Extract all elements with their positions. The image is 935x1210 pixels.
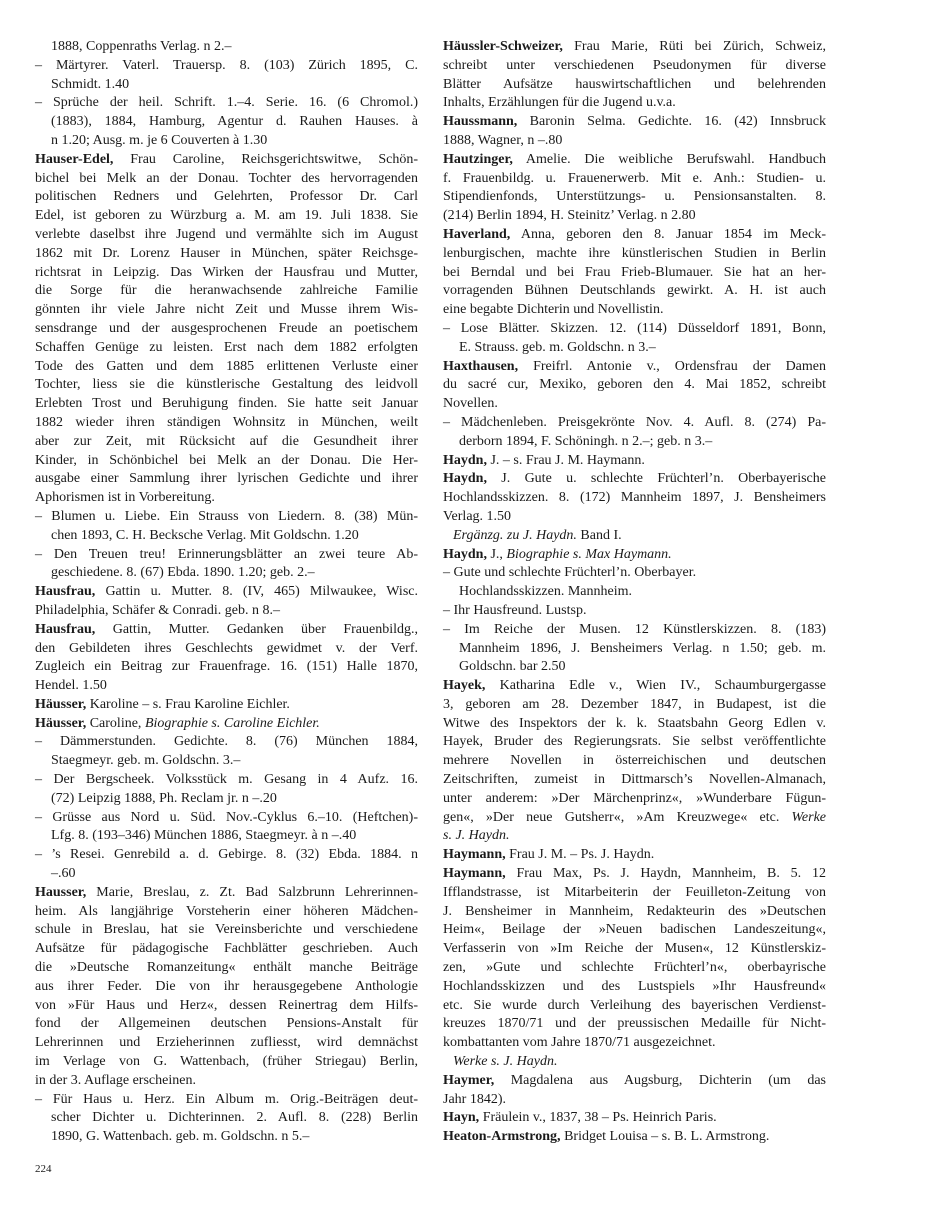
entry-text: f. Frauenbildg. u. Frauenerwerb. Mit e. Anh.: Studien- u. bbox=[443, 170, 826, 186]
text-line bbox=[443, 527, 826, 546]
text-line bbox=[35, 884, 418, 903]
text-line bbox=[35, 339, 418, 358]
entry-text: (72) Leipzig 1888, Ph. Reclam jr. n –.20 bbox=[51, 790, 277, 806]
text-line bbox=[35, 1109, 418, 1128]
entry-text: – Der Bergscheek. Volksstück m. Gesang in 4 Aufz. 16. bbox=[35, 772, 418, 788]
entry-text: ausgabe einer Sammlung ihrer lyrischen Gedichte und ihrer bbox=[35, 471, 418, 487]
text-line bbox=[443, 508, 826, 527]
entry-text: 3, geboren am 28. Dezember 1847, in Budapest, ist die bbox=[443, 696, 826, 712]
text-line bbox=[35, 733, 418, 752]
text-line bbox=[35, 959, 418, 978]
text-line bbox=[35, 696, 418, 715]
text-line bbox=[35, 188, 418, 207]
entry-text: Verfasserin von »Im Reiche der Musen«, 12 Künstlerskiz- bbox=[443, 941, 826, 957]
entry-text: den Gebildeten ihres Geschlechts gewidmet v. der Verf. bbox=[35, 640, 418, 656]
entry-text: richtsrat in Leipzig. Das Wirken der Hausfrau und Mutter, bbox=[35, 264, 418, 280]
text-line bbox=[443, 1091, 826, 1110]
entry-text: Verlag. 1.50 bbox=[443, 508, 512, 524]
text-line bbox=[443, 301, 826, 320]
entry-text: von »Für Haus und Herz«, dessen Reinertrag dem Hilfs- bbox=[35, 997, 418, 1013]
text-line bbox=[443, 658, 826, 677]
text-line bbox=[35, 470, 418, 489]
entry-text: 1882 wieder ihren ständigen Wohnsitz in München, weilt bbox=[35, 414, 418, 430]
entry-text: politischen Redners und Gelehrten, Professor Dr. Carl bbox=[35, 189, 418, 205]
text-line bbox=[443, 1072, 826, 1091]
entry-text: Hochlandsskizzen. 8. (172) Mannheim 1897, J. Bensheimers bbox=[443, 490, 826, 506]
text-line bbox=[443, 113, 826, 132]
text-line bbox=[35, 76, 418, 95]
text-line bbox=[35, 921, 418, 940]
entry-text: Erlebten Trost und Beruhigung finden. Sie hatte seit Januar bbox=[35, 396, 418, 412]
entry-text: E. Strauss. geb. m. Goldschn. n 3.– bbox=[459, 339, 656, 355]
entry-text: – Märtyrer. Vaterl. Trauersp. 8. (103) Zürich 1895, C. bbox=[35, 57, 418, 73]
text-line bbox=[35, 433, 418, 452]
text-line bbox=[35, 846, 418, 865]
entry-text: Amelie. Die weibliche Berufswahl. Handbuch bbox=[512, 151, 826, 167]
text-line bbox=[35, 809, 418, 828]
text-line bbox=[35, 376, 418, 395]
entry-text: heim. Als langjährige Vorsteherin einer höheren Mädchen- bbox=[35, 903, 418, 919]
entry-text: J. – s. Frau J. M. Haymann. bbox=[486, 452, 645, 468]
text-line bbox=[443, 640, 826, 659]
text-line bbox=[443, 358, 826, 377]
text-line bbox=[443, 376, 826, 395]
entry-text: Band I. bbox=[576, 527, 622, 543]
entry-text: gen«, »Der neue Gutsherr«, »Am Kreuzwege« etc. bbox=[443, 809, 792, 825]
text-line bbox=[443, 1128, 826, 1147]
text-line bbox=[443, 1034, 826, 1053]
text-line bbox=[443, 546, 826, 565]
entry-headword: Haymann, bbox=[443, 866, 506, 882]
text-line bbox=[443, 170, 826, 189]
entry-headword: Hausfrau, bbox=[35, 584, 96, 600]
entry-text: – Lose Blätter. Skizzen. 12. (114) Düsseldorf 1891, Bonn, bbox=[443, 320, 826, 336]
entry-text: Jahr 1842). bbox=[443, 1091, 506, 1107]
entry-text: Katharina Edle v., Wien IV., Schaumburgergasse bbox=[485, 678, 826, 694]
text-line bbox=[443, 696, 826, 715]
entry-headword: Hayn, bbox=[443, 1110, 480, 1126]
entry-text: etc. Sie wurde durch Verleihung des bayerischen Verdienst- bbox=[443, 997, 826, 1013]
entry-text: scher Dichter u. Dichterinnen. 2. Aufl. 8. (228) Berlin bbox=[51, 1110, 418, 1126]
text-line bbox=[35, 997, 418, 1016]
entry-text: J., bbox=[486, 546, 507, 562]
text-line bbox=[443, 921, 826, 940]
entry-headword: Haydn, bbox=[443, 471, 487, 487]
entry-text: Tode des Gatten und dem 1885 erlittenen Verluste einer bbox=[35, 358, 418, 374]
text-line bbox=[443, 790, 826, 809]
text-line bbox=[35, 1072, 418, 1091]
entry-text: – ’s Resei. Genrebild a. d. Gebirge. 8. (32) Ebda. 1884. n bbox=[35, 847, 418, 863]
text-line bbox=[35, 546, 418, 565]
text-line bbox=[35, 564, 418, 583]
text-line bbox=[35, 151, 418, 170]
text-line bbox=[35, 414, 418, 433]
text-line bbox=[35, 640, 418, 659]
entry-text: vorragenden Bühnen Deutschlands gewirkt. A. H. ist auch bbox=[443, 283, 826, 299]
text-line bbox=[443, 733, 826, 752]
entry-text: Frau Max, Ps. J. Haydn, Mannheim, B. 5. 12 bbox=[505, 866, 826, 882]
italic-text: Biographie s. Caroline Eichler. bbox=[144, 715, 320, 731]
entry-text: Hochlandsskizzen. Mannheim. bbox=[459, 584, 633, 600]
text-line bbox=[35, 57, 418, 76]
entry-text: –.60 bbox=[51, 866, 76, 882]
entry-text: 1862 mit Dr. Lorenz Hauser in München, später Reichsge- bbox=[35, 245, 418, 261]
text-line bbox=[443, 395, 826, 414]
entry-text: J. Bensheimer in Mannheim, Redakteurin des »Deutschen bbox=[443, 903, 826, 919]
entry-text: (214) Berlin 1894, H. Steinitz’ Verlag. n 2.80 bbox=[443, 208, 696, 224]
entry-text: Frau Caroline, Reichsgerichtswitwe, Schön- bbox=[113, 151, 418, 167]
entry-text: du sacré cur, Mexiko, geboren den 4. Mai 1852, schreibt bbox=[443, 377, 826, 393]
text-line bbox=[35, 282, 418, 301]
entry-text: Philadelphia, Schäfer & Conradi. geb. n 8.– bbox=[35, 602, 280, 618]
text-line bbox=[443, 207, 826, 226]
text-line bbox=[35, 752, 418, 771]
entry-headword: Haydn, bbox=[443, 452, 487, 468]
entry-text: Magdalena aus Augsburg, Dichterin (um das bbox=[494, 1072, 826, 1088]
text-line bbox=[443, 320, 826, 339]
entry-text: Heim«, Beilage der »Neuen badischen Landeszeitung«, bbox=[443, 922, 826, 938]
entry-text: Zugleich ein Beitrag zur Frauenfrage. 16. (151) Halle 1870, bbox=[35, 659, 418, 675]
entry-text: gönnten ihr viele Jahre nicht Zeit und Musse ihrem Wis- bbox=[35, 302, 418, 318]
text-line bbox=[35, 358, 418, 377]
entry-text: – Dämmerstunden. Gedichte. 8. (76) München 1884, bbox=[35, 734, 418, 750]
text-line bbox=[443, 602, 826, 621]
text-line bbox=[443, 188, 826, 207]
text-line bbox=[443, 827, 826, 846]
entry-headword: Hausser, bbox=[35, 884, 87, 900]
entry-text: Blätter Aufsätze hauswirtschaftlichen und belehrenden bbox=[443, 76, 826, 92]
text-line bbox=[35, 1053, 418, 1072]
italic-text: Werke bbox=[791, 809, 826, 825]
entry-text: schreibt unter verschiedenen Pseudonymen für diverse bbox=[443, 57, 826, 73]
entry-text: Aphorismen ist in Vorbereitung. bbox=[35, 490, 215, 506]
text-line bbox=[443, 339, 826, 358]
entry-text: Hendel. 1.50 bbox=[35, 678, 107, 694]
entry-text: bei Berndal und bei Frau Frieb-Blumauer. Sie hat an her- bbox=[443, 264, 826, 280]
entry-text: (1883), 1884, Hamburg, Agentur d. Rauhen Hauses. à bbox=[51, 114, 418, 130]
entry-text: 1888, Wagner, n –.80 bbox=[443, 132, 563, 148]
text-line bbox=[443, 151, 826, 170]
entry-text: Ifflandstrasse, ist Mitarbeiterin der Feuilleton-Zeitung von bbox=[443, 884, 826, 900]
text-line bbox=[443, 809, 826, 828]
entry-text: – Für Haus u. Herz. Ein Album m. Orig.-Beiträgen deut- bbox=[35, 1091, 418, 1107]
entry-text: Kinder, in Schönbichel bei Melk an der Donau. Die Her- bbox=[35, 452, 418, 468]
entry-text: Frau Marie, Rüti bei Zürich, Schweiz, bbox=[562, 39, 826, 54]
text-line bbox=[443, 1053, 826, 1072]
entry-text: derborn 1894, F. Schöningh. n 2.–; geb. n 3.– bbox=[459, 433, 713, 449]
entry-text: – Den Treuen treu! Erinnerungsblätter an zwei teure Ab- bbox=[35, 546, 418, 562]
entry-text: Inhalts, Erzählungen für die Jugend u.v.a. bbox=[443, 95, 676, 111]
text-line bbox=[35, 1091, 418, 1110]
text-line bbox=[443, 414, 826, 433]
entry-text: Caroline, bbox=[86, 715, 145, 731]
italic-text: Werke s. J. Haydn. bbox=[453, 1054, 558, 1070]
entry-text: kreuzes 1870/71 und der preussischen Medaille für Nicht- bbox=[443, 1016, 826, 1032]
text-line bbox=[35, 508, 418, 527]
text-line bbox=[443, 997, 826, 1016]
text-line bbox=[443, 771, 826, 790]
text-line bbox=[35, 395, 418, 414]
right-column bbox=[443, 38, 826, 1147]
entry-headword: Hauser-Edel, bbox=[35, 151, 114, 167]
entry-text: unter anderem: »Der Märchenprinz«, »Wunderbare Fügun- bbox=[443, 790, 826, 806]
entry-text: Freifrl. Antonie v., Ordensfrau der Damen bbox=[518, 358, 826, 374]
text-line bbox=[35, 489, 418, 508]
text-line bbox=[443, 715, 826, 734]
entry-headword: Haxthausen, bbox=[443, 358, 519, 374]
entry-text: J. Gute u. schlechte Früchterl’n. Oberbayerische bbox=[486, 471, 826, 487]
text-line bbox=[443, 903, 826, 922]
entry-text: n 1.20; Ausg. m. je 6 Couverten à 1.30 bbox=[51, 132, 268, 148]
entry-text: Hochlandsskizzen und des Lustspiels »Ihr Hausfreund« bbox=[443, 978, 826, 994]
text-line bbox=[443, 564, 826, 583]
text-line bbox=[35, 978, 418, 997]
text-line bbox=[443, 1015, 826, 1034]
entry-headword: Haussmann, bbox=[443, 114, 518, 130]
text-line bbox=[35, 1015, 418, 1034]
text-line bbox=[443, 959, 826, 978]
entry-text: – Sprüche der heil. Schrift. 1.–4. Serie. 16. (6 Chromol.) bbox=[35, 95, 418, 111]
entry-text: chen 1893, C. H. Becksche Verlag. Mit Goldschn. 1.20 bbox=[51, 527, 359, 543]
text-line bbox=[443, 489, 826, 508]
entry-text: die Sorge für die heranwachsende zahlreiche Familie bbox=[35, 283, 418, 299]
text-line bbox=[443, 38, 826, 57]
text-line bbox=[35, 1034, 418, 1053]
text-line bbox=[443, 865, 826, 884]
entry-text: 1888, Coppenraths Verlag. n 2.– bbox=[51, 39, 232, 54]
entry-text: Frau J. M. – Ps. J. Haydn. bbox=[505, 847, 655, 863]
text-line bbox=[35, 226, 418, 245]
text-line bbox=[35, 245, 418, 264]
entry-text: Lehrerinnen und Erzieherinnen zufliesst, wird demnächst bbox=[35, 1035, 418, 1051]
text-line bbox=[443, 940, 826, 959]
text-line bbox=[35, 264, 418, 283]
text-line bbox=[443, 752, 826, 771]
text-line bbox=[35, 903, 418, 922]
text-line bbox=[35, 583, 418, 602]
entry-text: Novellen. bbox=[443, 396, 498, 412]
entry-text: 1890, G. Wattenbach. geb. m. Goldschn. n 5.– bbox=[51, 1129, 310, 1145]
entry-text: kombattanten vom Jahre 1870/71 ausgezeichnet. bbox=[443, 1035, 716, 1051]
entry-text: Gattin u. Mutter. 8. (IV, 465) Milwaukee, Wisc. bbox=[95, 584, 418, 600]
entry-text: – Blumen u. Liebe. Ein Strauss von Liedern. 8. (38) Mün- bbox=[35, 508, 418, 524]
text-line bbox=[35, 94, 418, 113]
entry-text: – Ihr Hausfreund. Lustsp. bbox=[443, 602, 587, 618]
text-line bbox=[35, 170, 418, 189]
text-line bbox=[35, 602, 418, 621]
entry-text: Anna, geboren den 8. Januar 1854 im Meck- bbox=[510, 226, 826, 242]
text-line bbox=[35, 527, 418, 546]
text-line bbox=[443, 621, 826, 640]
entry-text: Witwe des Inspektors der k. k. Staatsbahn Georg Edlen v. bbox=[443, 715, 826, 731]
entry-headword: Haydn, bbox=[443, 546, 487, 562]
text-line bbox=[35, 621, 418, 640]
entry-text: Karoline – s. Frau Karoline Eichler. bbox=[86, 696, 290, 712]
entry-text: – Mädchenleben. Preisgekrönte Nov. 4. Aufl. 8. (274) Pa- bbox=[443, 414, 826, 430]
text-line bbox=[443, 226, 826, 245]
text-line bbox=[443, 846, 826, 865]
text-line bbox=[443, 452, 826, 471]
text-line bbox=[35, 677, 418, 696]
text-line bbox=[35, 132, 418, 151]
italic-text: Biographie s. Max Haymann. bbox=[506, 546, 672, 562]
text-line bbox=[443, 94, 826, 113]
entry-text: verlebte daselbst ihre Jugend und vermählte sich im August bbox=[35, 226, 418, 242]
entry-text: schule in Breslau, hat sie Vereinsberichte und verschiedene bbox=[35, 922, 418, 938]
entry-text: zen, »Gute und schlechte Früchterl’n«, oberbayrische bbox=[443, 960, 826, 976]
text-line bbox=[443, 470, 826, 489]
entry-text: Goldschn. bar 2.50 bbox=[459, 659, 566, 675]
entry-text: Fräulein v., 1837, 38 – Ps. Heinrich Paris. bbox=[479, 1110, 717, 1126]
text-line bbox=[35, 771, 418, 790]
entry-text: geschiedene. 8. (67) Ebda. 1890. 1.20; geb. 2.– bbox=[51, 565, 315, 581]
text-line bbox=[35, 207, 418, 226]
entry-text: aus ihrer Feder. Die von ihr herausgegebene Anthologie bbox=[35, 978, 418, 994]
left-column bbox=[35, 38, 418, 1147]
text-line bbox=[443, 245, 826, 264]
text-line bbox=[443, 264, 826, 283]
entry-headword: Häussler-Schweizer, bbox=[443, 39, 563, 54]
entry-text: im Verlage von G. Wattenbach, (früher Striegau) Berlin, bbox=[35, 1054, 418, 1070]
text-line bbox=[35, 452, 418, 471]
text-line bbox=[35, 1128, 418, 1147]
entry-text: Schmidt. 1.40 bbox=[51, 76, 130, 92]
entry-headword: Haverland, bbox=[443, 226, 511, 242]
entry-headword: Hausfrau, bbox=[35, 621, 96, 637]
text-line bbox=[35, 658, 418, 677]
entry-text: fond der Allgemeinen deutschen Pensions-Anstalt für bbox=[35, 1016, 418, 1032]
entry-text: Aufsätze für pädagogische Fachblätter geschrieben. Auch bbox=[35, 941, 418, 957]
text-line bbox=[443, 76, 826, 95]
text-line bbox=[35, 865, 418, 884]
entry-text: die »Deutsche Romanzeitung« enthält manche Beiträge bbox=[35, 960, 418, 976]
text-line bbox=[35, 940, 418, 959]
text-line bbox=[35, 827, 418, 846]
text-line bbox=[35, 113, 418, 132]
text-line bbox=[443, 583, 826, 602]
text-line bbox=[35, 790, 418, 809]
entry-headword: Hautzinger, bbox=[443, 151, 513, 167]
entry-text: mehrere Novellen in österreichischen und deutschen bbox=[443, 753, 826, 769]
text-line bbox=[443, 677, 826, 696]
text-line bbox=[35, 38, 418, 57]
text-line bbox=[443, 1109, 826, 1128]
italic-text: s. J. Haydn. bbox=[443, 828, 510, 844]
entry-text: in der 3. Auflage erscheinen. bbox=[35, 1072, 196, 1088]
text-line bbox=[443, 884, 826, 903]
entry-text: bichel bei Melk an der Donau. Tochter des hervorragenden bbox=[35, 170, 418, 186]
entry-headword: Hayek, bbox=[443, 678, 486, 694]
entry-headword: Haymann, bbox=[443, 847, 506, 863]
entry-text: lenburgischen, machte ihre künstlerischen Studien in Berlin bbox=[443, 245, 826, 261]
text-line bbox=[443, 978, 826, 997]
entry-text: – Gute und schlechte Früchterl’n. Oberbayer. bbox=[443, 565, 697, 581]
entry-text: Baronin Selma. Gedichte. 16. (42) Innsbruck bbox=[517, 114, 826, 130]
entry-text: Schaffen Genüge zu leisten. Erst nach dem 1882 erfolgten bbox=[35, 339, 418, 355]
text-line bbox=[443, 132, 826, 151]
entry-text: Gattin, Mutter. Gedanken über Frauenbildg., bbox=[95, 621, 418, 637]
entry-text: Edel, ist geboren zu Würzburg a. M. am 19. Juli 1838. Sie bbox=[35, 208, 418, 224]
entry-text: Mannheim 1896, J. Bensheimers Verlag. n 1.50; geb. m. bbox=[459, 640, 826, 656]
entry-headword: Häusser, bbox=[35, 715, 87, 731]
text-line bbox=[443, 282, 826, 301]
entry-text: aber zur Zeit, mit Rücksicht auf die Gesundheit ihrer bbox=[35, 433, 418, 449]
entry-text: Bridget Louisa – s. B. L. Armstrong. bbox=[560, 1129, 770, 1145]
entry-text: Lfg. 8. (193–346) München 1886, Staegmeyr. à n –.40 bbox=[51, 828, 357, 844]
entry-text: sensdrange und der ausgesprochenen Freude an poetischem bbox=[35, 320, 418, 336]
entry-text: Stipendienfonds, Unterstützungs- u. Pensionsanstalten. 8. bbox=[443, 189, 826, 205]
entry-text: Hayek, Bruder des Regierungsrats. Sie selbst veröffentlichte bbox=[443, 734, 826, 750]
entry-text: – Grüsse aus Nord u. Süd. Nov.-Cyklus 6.–10. (Heftchen)- bbox=[35, 809, 418, 825]
text-line bbox=[35, 715, 418, 734]
text-line bbox=[35, 301, 418, 320]
entry-text: Staegmeyr. geb. m. Goldschn. 3.– bbox=[51, 753, 241, 769]
entry-headword: Häusser, bbox=[35, 696, 87, 712]
page-number: 224 bbox=[35, 1163, 52, 1175]
text-line bbox=[443, 57, 826, 76]
entry-headword: Haymer, bbox=[443, 1072, 495, 1088]
entry-headword: Heaton-Armstrong, bbox=[443, 1129, 561, 1145]
text-line bbox=[443, 433, 826, 452]
entry-text: – Im Reiche der Musen. 12 Künstlerskizzen. 8. (183) bbox=[443, 621, 826, 637]
entry-text: eine begabte Dichterin und Novellistin. bbox=[443, 302, 664, 318]
entry-text: Tochter, liess sie die künstlerische Gestaltung des leidvoll bbox=[35, 377, 418, 393]
italic-text: Ergänzg. zu J. Haydn. bbox=[453, 527, 577, 543]
entry-text: Marie, Breslau, z. Zt. Bad Salzbrunn Lehrerinnen- bbox=[86, 884, 418, 900]
text-line bbox=[35, 320, 418, 339]
entry-text: Zeitschriften, zumeist in Dittmarsch’s Novellen-Almanach, bbox=[443, 772, 826, 788]
